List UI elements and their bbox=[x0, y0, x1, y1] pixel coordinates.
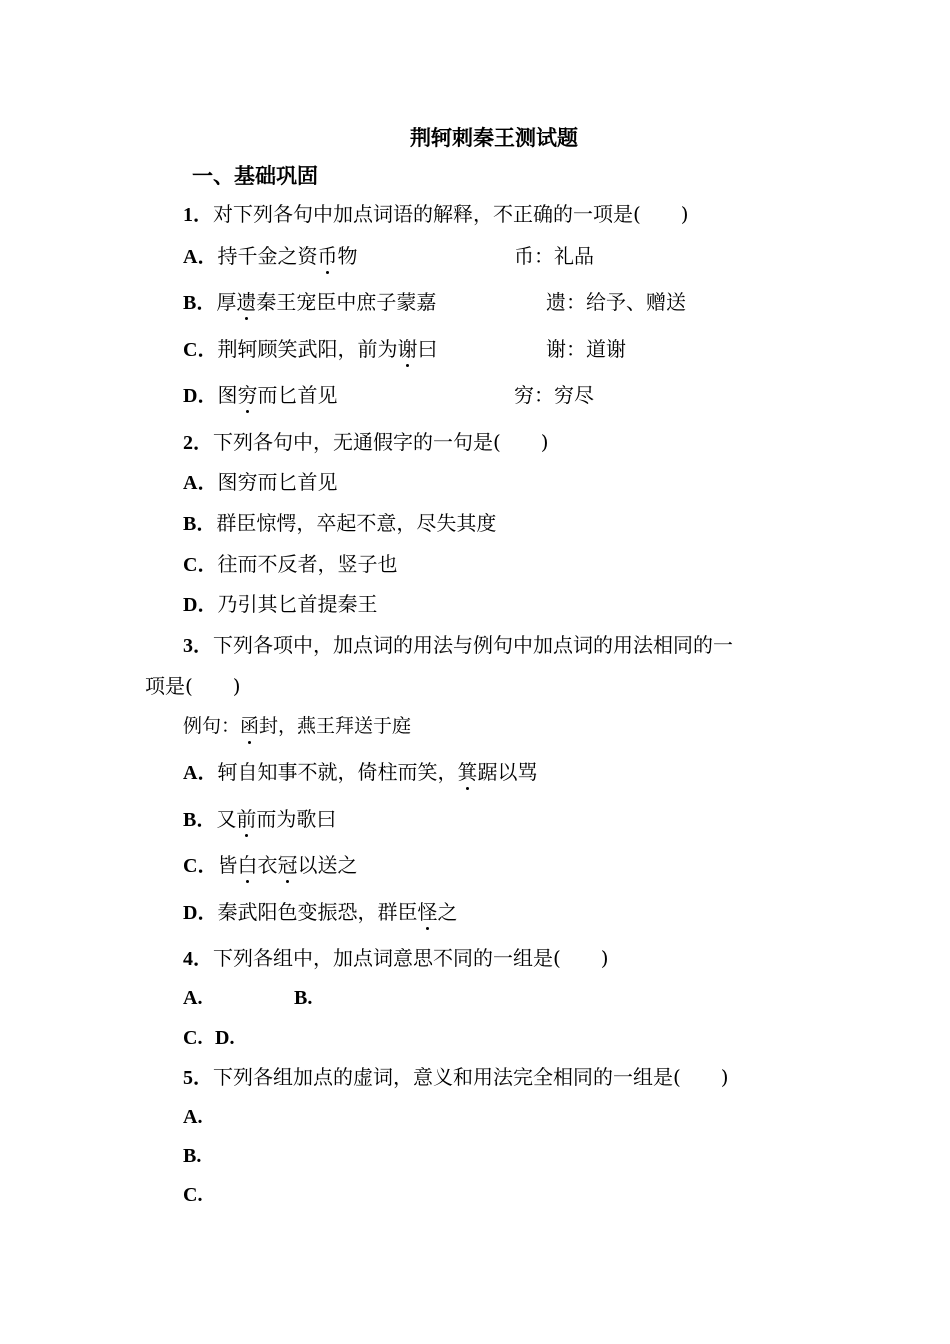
question-text: 下列各组中，加点词意思不同的一组是( ) bbox=[213, 946, 609, 970]
example-text: 封，燕王拜送于庭 bbox=[259, 715, 412, 737]
q1-option-b bbox=[183, 288, 436, 316]
option-label: C． bbox=[183, 339, 218, 361]
option-text: 图 bbox=[217, 383, 238, 407]
question-1-stem bbox=[183, 200, 689, 228]
q1-option-b-gloss: 遗：给予、赠送 bbox=[546, 290, 686, 314]
section-heading-basic: 一、基础巩固 bbox=[192, 163, 318, 188]
option-text: 踞以骂 bbox=[477, 760, 538, 784]
option-label: A． bbox=[183, 762, 218, 784]
option-text: 而匕首见 bbox=[257, 383, 338, 407]
q4-option-d: D. bbox=[215, 1027, 235, 1049]
option-text: 群臣惊愕，卒起不意，尽失其度 bbox=[216, 511, 497, 535]
q2-option-c bbox=[183, 550, 397, 578]
question-text: 下列各项中，加点词的用法与例句中加点词的用法相同的一 bbox=[213, 633, 733, 657]
option-label: B． bbox=[183, 809, 217, 831]
emphasis-dot-word: 怪 bbox=[417, 900, 438, 924]
example-label: 例句： bbox=[183, 715, 241, 737]
option-text: 皆 bbox=[217, 853, 238, 877]
q2-option-d bbox=[183, 590, 377, 618]
emphasis-dot-word: 白 bbox=[237, 853, 258, 877]
option-text: 秦王宠臣中庶子蒙嘉 bbox=[256, 290, 437, 314]
q1-option-d bbox=[183, 381, 337, 409]
option-text: 而为歌曰 bbox=[256, 807, 337, 831]
question-5-stem bbox=[183, 1063, 729, 1091]
option-text: 秦武阳色变振恐，群臣 bbox=[217, 900, 418, 924]
option-label: D． bbox=[183, 385, 218, 407]
option-text: 以送之 bbox=[297, 853, 358, 877]
option-text: 乃引其匕首提秦王 bbox=[217, 592, 378, 616]
option-label: D． bbox=[183, 902, 218, 924]
option-label: C． bbox=[183, 855, 218, 877]
q1-option-d-gloss: 穷：穷尽 bbox=[514, 383, 594, 407]
q3-example-sentence bbox=[183, 712, 411, 740]
q5-option-b: B. bbox=[183, 1145, 202, 1167]
q3-option-d bbox=[183, 898, 457, 926]
emphasis-dot-word: 箕 bbox=[457, 760, 478, 784]
option-text: 之 bbox=[437, 900, 458, 924]
q1-option-a bbox=[183, 242, 357, 270]
option-text: 曰 bbox=[417, 337, 438, 361]
question-number: 2． bbox=[183, 432, 213, 454]
emphasis-dot-word: 前 bbox=[236, 807, 257, 831]
q4-option-c: C. bbox=[183, 1027, 203, 1049]
q2-option-b bbox=[183, 509, 496, 537]
option-label: A． bbox=[183, 246, 218, 268]
option-label: B． bbox=[183, 292, 217, 314]
q3-option-b bbox=[183, 805, 336, 833]
question-text: 下列各组加点的虚词，意义和用法完全相同的一组是( ) bbox=[213, 1065, 729, 1089]
q3-option-a bbox=[183, 758, 537, 786]
option-label: B． bbox=[183, 513, 217, 535]
question-text: 对下列各句中加点词语的解释，不正确的一项是( ) bbox=[213, 202, 689, 226]
q3-option-c bbox=[183, 851, 357, 879]
option-text: 轲自知事不就，倚柱而笑， bbox=[217, 760, 458, 784]
option-text: 往而不反者，竖子也 bbox=[217, 552, 398, 576]
option-text: 又 bbox=[216, 807, 237, 831]
option-text: 物 bbox=[337, 244, 358, 268]
q2-option-a bbox=[183, 468, 337, 496]
emphasis-dot-word: 穷 bbox=[237, 383, 258, 407]
option-label: A． bbox=[183, 472, 218, 494]
question-4-stem bbox=[183, 944, 609, 972]
q1-option-c bbox=[183, 335, 437, 363]
question-number: 1． bbox=[183, 204, 213, 226]
q4-option-a: A. bbox=[183, 987, 203, 1009]
question-number: 5． bbox=[183, 1067, 213, 1089]
question-3-stem bbox=[183, 631, 733, 659]
question-number: 3． bbox=[183, 635, 213, 657]
q1-option-a-gloss: 币：礼品 bbox=[514, 244, 594, 268]
emphasis-dot-word: 币 bbox=[317, 244, 338, 268]
question-2-stem bbox=[183, 428, 549, 456]
emphasis-dot-word: 冠 bbox=[277, 853, 298, 877]
page-title: 荆轲刺秦王测试题 bbox=[410, 125, 578, 150]
q1-option-c-gloss: 谢：道谢 bbox=[546, 337, 626, 361]
q4-option-b: B. bbox=[294, 987, 313, 1009]
option-text: 图穷而匕首见 bbox=[217, 470, 338, 494]
question-text: 下列各句中，无通假字的一句是( ) bbox=[213, 430, 549, 454]
question-3-stem-cont: 项是( ) bbox=[145, 674, 241, 698]
option-text: 荆轲顾笑武阳，前为 bbox=[217, 337, 398, 361]
emphasis-dot-word: 函 bbox=[240, 712, 259, 740]
emphasis-dot-word: 遗 bbox=[236, 290, 257, 314]
emphasis-dot-word: 谢 bbox=[397, 337, 418, 361]
option-text: 衣 bbox=[257, 853, 278, 877]
option-text: 持千金之资 bbox=[217, 244, 318, 268]
option-label: D． bbox=[183, 594, 218, 616]
q5-option-c: C. bbox=[183, 1184, 203, 1206]
question-number: 4． bbox=[183, 948, 213, 970]
option-label: C． bbox=[183, 554, 218, 576]
q5-option-a: A. bbox=[183, 1106, 203, 1128]
option-text: 厚 bbox=[216, 290, 237, 314]
